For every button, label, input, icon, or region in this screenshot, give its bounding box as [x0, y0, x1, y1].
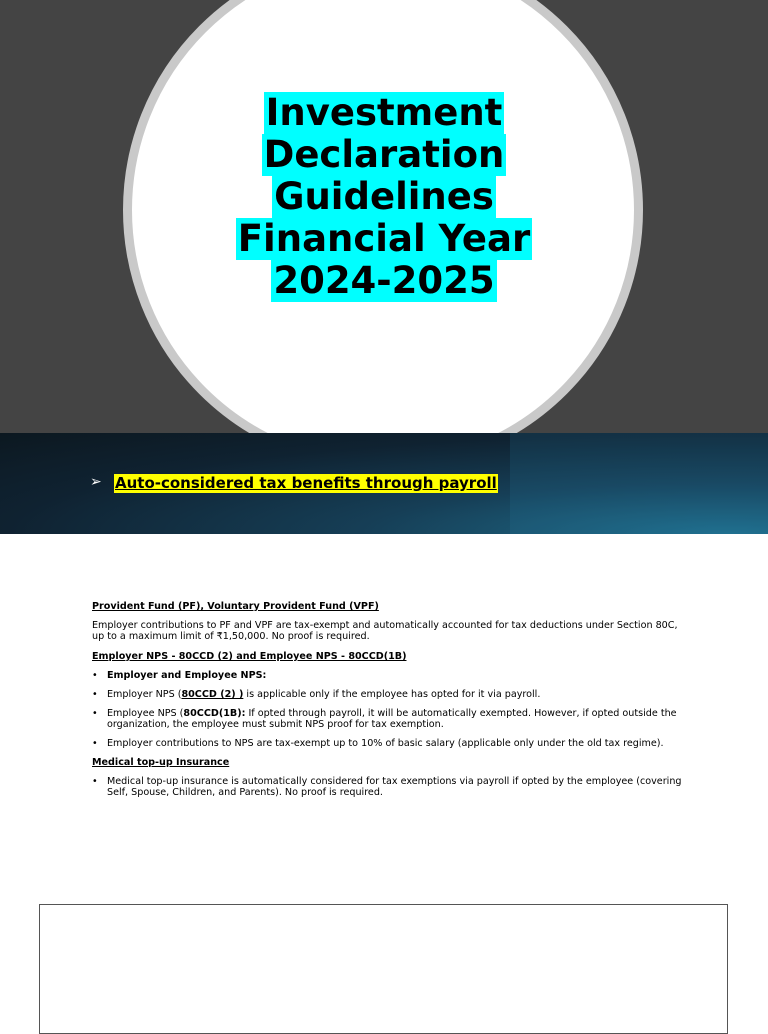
banner-heading: Auto-considered tax benefits through payroll: [115, 474, 497, 492]
empty-frame: [39, 904, 728, 1034]
item-text: Employer NPS (: [107, 689, 182, 700]
item-text: is applicable only if the employee has opted for it via payroll.: [243, 689, 541, 700]
section-code: 80CCD (2) ): [181, 689, 244, 700]
list-item: [92, 670, 692, 681]
slide-title: [0, 92, 768, 302]
title-slide: [0, 0, 768, 433]
section-code: 80CCD(1B):: [183, 708, 246, 719]
title-line: Investment: [265, 91, 503, 134]
nps-list: [92, 670, 692, 749]
list-item: [92, 708, 692, 730]
nps-heading: Employer NPS - 80CCD (2) and Employee NPS - 80CCD(1B): [92, 651, 407, 662]
list-item: [92, 689, 692, 700]
pf-paragraph: Employer contributions to PF and VPF are tax-exempt and automatically accounted for tax deductions under Section 80C, up to a maximum limit of ₹1,50,000. No proof is required.: [92, 620, 678, 642]
item-text: Employer contributions to NPS are tax-exempt up to 10% of basic salary (applicable only under the old tax regime).: [107, 738, 664, 749]
item-text: Medical top-up insurance is automatically considered for tax exemptions via payroll if opted by the employee (covering Self, Spouse, Children, and Parents). No proof is required.: [107, 776, 682, 798]
title-line: Guidelines: [274, 175, 494, 218]
title-line: Financial Year: [237, 217, 531, 260]
banner-panel: [510, 433, 768, 534]
list-item: [92, 738, 692, 749]
arrow-bullet-icon: ➢: [90, 474, 102, 490]
medical-list: [92, 776, 692, 798]
title-line: 2024-2025: [273, 259, 495, 302]
title-line: Declaration: [263, 133, 505, 176]
list-item: [92, 776, 692, 798]
pf-heading: Provident Fund (PF), Voluntary Provident Fund (VPF): [92, 601, 379, 612]
document-content: [92, 601, 692, 806]
medical-heading: Medical top-up Insurance: [92, 757, 230, 768]
item-text: Employee NPS (: [107, 708, 184, 719]
item-text: If opted through payroll, it will be automatically exempted. However, if opted outside the organization, the employee must submit NPS proof for tax exemption.: [107, 708, 677, 730]
nps-subheading: Employer and Employee NPS:: [107, 670, 267, 681]
